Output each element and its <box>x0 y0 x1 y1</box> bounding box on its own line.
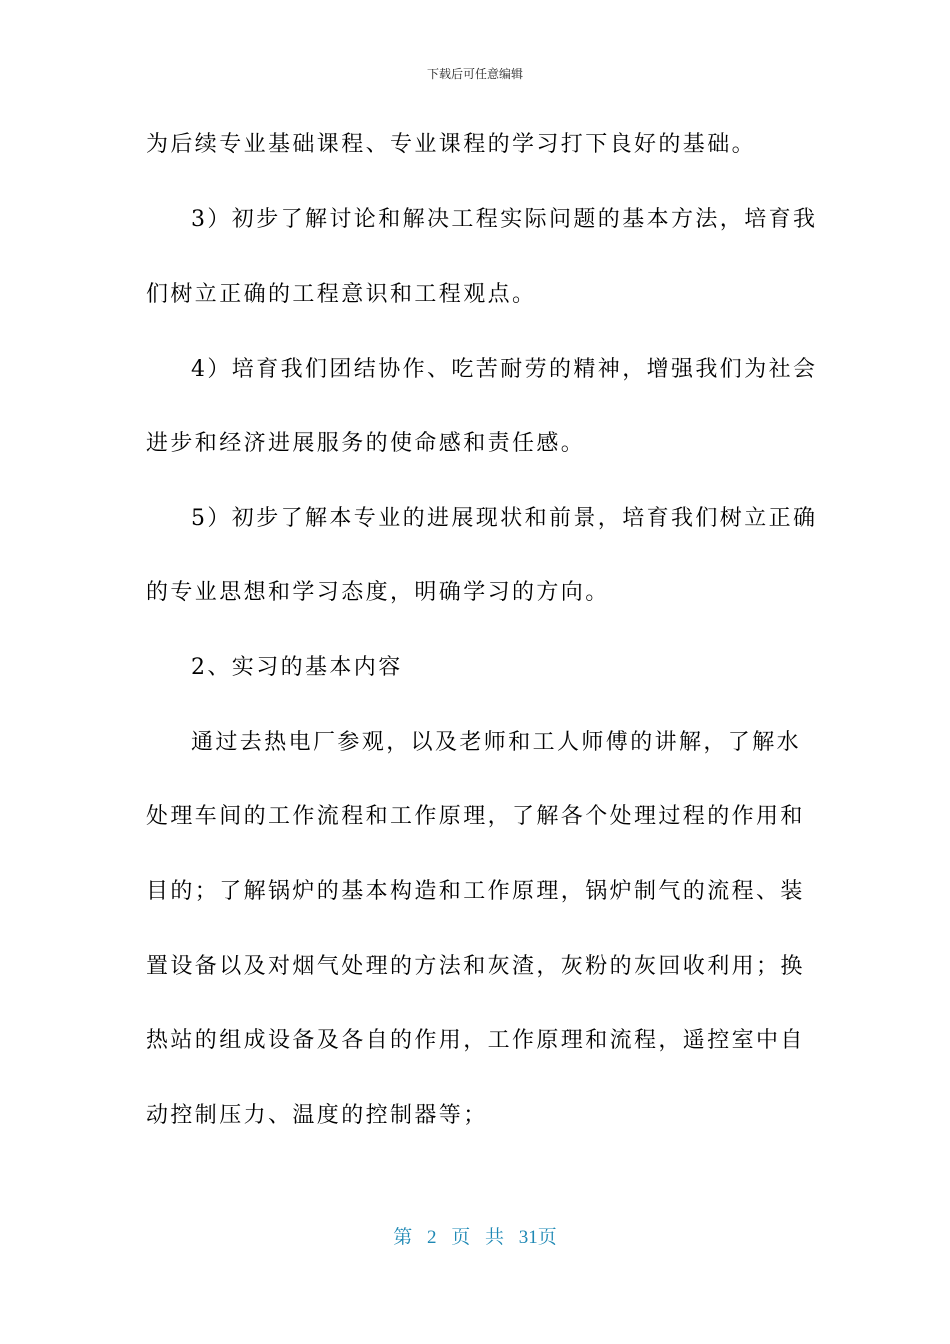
body-line-9: 通过去热电厂参观，以及老师和工人师傅的讲解，了解水 <box>191 730 802 755</box>
body-line-10: 处理车间的工作流程和工作原理，了解各个处理过程的作用和 <box>146 804 805 829</box>
section-heading: 2、实习的基本内容 <box>191 655 403 680</box>
body-line-2: 3）初步了解讨论和解决工程实际问题的基本方法，培育我 <box>191 207 818 232</box>
footer-total-pages: 31页 <box>518 1227 557 1248</box>
body-line-5: 进步和经济进展服务的使命感和责任感。 <box>146 431 586 456</box>
footer-label-page: 第 <box>393 1227 413 1248</box>
body-line-11: 目的；了解锅炉的基本构造和工作原理，锅炉制气的流程、装 <box>146 879 805 904</box>
body-line-12: 置设备以及对烟气处理的方法和灰渣，灰粉的灰回收利用；换 <box>146 954 805 979</box>
body-line-13: 热站的组成设备及各自的作用，工作原理和流程，遥控室中自 <box>146 1028 805 1053</box>
body-line-4: 4）培育我们团结协作、吃苦耐劳的精神，增强我们为社会 <box>191 357 818 382</box>
body-line-7: 的专业思想和学习态度，明确学习的方向。 <box>146 580 610 605</box>
body-line-6: 5）初步了解本专业的进展现状和前景，培育我们树立正确 <box>191 506 818 531</box>
footer-page-number: 2 <box>426 1227 437 1248</box>
body-line-3: 们树立正确的工程意识和工程观点。 <box>146 282 537 307</box>
body-line-14: 动控制压力、温度的控制器等； <box>146 1103 488 1128</box>
footer-label-total: 共 <box>485 1227 505 1248</box>
page-header: 下载后可任意编辑 <box>426 67 523 81</box>
footer-label-page-unit: 页 <box>451 1227 471 1248</box>
page-footer <box>0 1226 950 1250</box>
body-line-1: 为后续专业基础课程、专业课程的学习打下良好的基础。 <box>146 132 757 157</box>
